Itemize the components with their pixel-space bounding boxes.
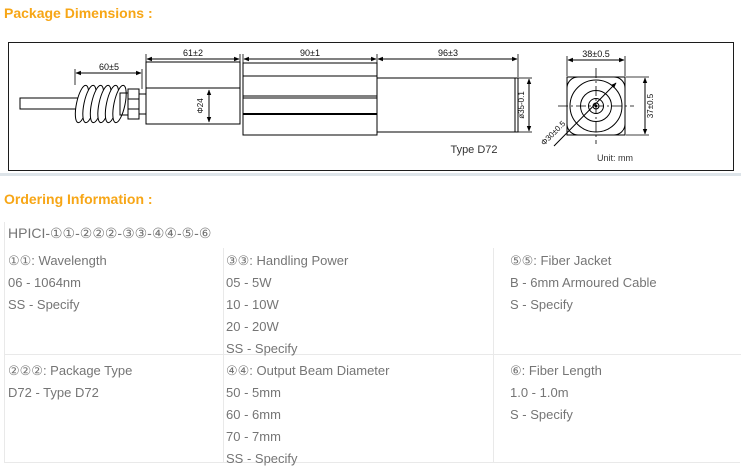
length-dimensions [75,48,518,89]
group-option: B - 6mm Armoured Cable [510,275,657,290]
group-option: SS - Specify [8,297,80,312]
body-diameter-label: Φ24 [196,98,205,114]
column-separator [223,248,224,463]
head-length-label: 96±3 [438,48,458,58]
head-diameter-label: ø35-0.1 [517,91,526,119]
body-length-label: 61±2 [183,48,203,58]
group-option: 05 - 5W [226,275,272,290]
flange-height-label: 37±0.5 [646,93,655,119]
group-option: S - Specify [510,407,573,422]
ordering-group-fiber-jacket [510,250,657,316]
fiber-cable [20,98,78,109]
mid-section [243,63,377,135]
group-option: 20 - 20W [226,319,279,334]
column-separator [493,248,494,463]
ordering-group-package-type [8,360,132,404]
part-number-code: HPICI-①①-②②②-③③-④④-⑤-⑥ [8,225,212,241]
ordering-information-title: Ordering Information : [4,191,153,207]
group-option: 50 - 5mm [226,385,281,400]
type-label: Type D72 [450,144,498,156]
group-option: 1.0 - 1.0m [510,385,569,400]
group-title: ①①: Wavelength [8,253,107,268]
group-option: SS - Specify [226,451,298,466]
group-title: ③③: Handling Power [226,253,349,268]
ordering-group-handling-power [226,250,348,360]
ordering-group-fiber-length [510,360,602,426]
flange-width-label: 38±0.5 [582,49,610,59]
group-option: D72 - Type D72 [8,385,99,400]
group-title: ②②②: Package Type [8,363,133,378]
group-title: ④④: Output Beam Diameter [226,363,390,378]
ordering-group-output-beam-diameter [226,360,389,470]
group-option: 10 - 10W [226,297,279,312]
group-option: S - Specify [510,297,573,312]
head-section [377,78,532,132]
package-drawing-frame [8,42,734,171]
ordering-group-wavelength [8,250,107,316]
group-title: ⑥: Fiber Length [510,363,602,378]
cable-length-label: 60±5 [99,62,119,72]
row-separator [5,354,741,355]
package-drawing [9,43,733,170]
ordering-table [4,222,740,466]
mid-length-label: 90±1 [300,48,320,58]
group-title: ⑤⑤: Fiber Jacket [510,253,612,268]
group-option: 06 - 1064nm [8,275,81,290]
unit-label: Unit: mm [597,153,633,163]
group-option: 70 - 7mm [226,429,281,444]
section-divider [0,173,741,176]
group-option: SS - Specify [226,341,298,356]
package-dimensions-title: Package Dimensions : [4,5,153,21]
body-section [146,62,240,124]
group-option: 60 - 6mm [226,407,281,422]
bolt-circle-label: Φ30±0.5 [539,119,568,148]
end-view [539,49,655,147]
